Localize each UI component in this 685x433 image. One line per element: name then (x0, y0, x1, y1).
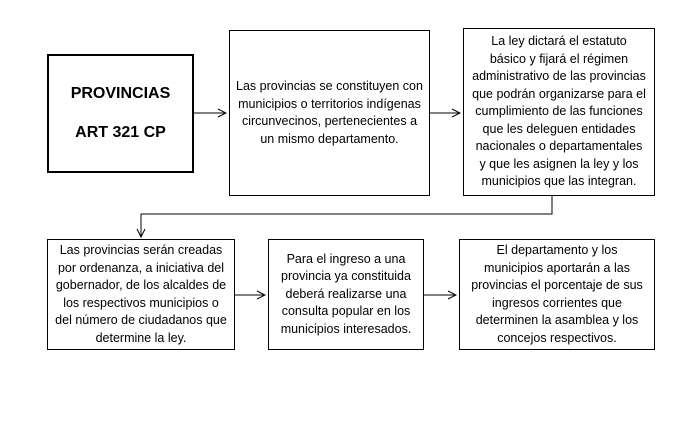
node-ingreso-text: Para el ingreso a una provincia ya constituida deberá realizarse una consulta popular en los municipios interesados. (280, 251, 412, 336)
node-estatuto-text: La ley dictará el estatuto básico y fijará el régimen administrativo de las provincias que podrán organizarse para el cumplimiento de las funciones que les deleguen entidades nacionales o departamentales y que les asignen la ley y los municipios que las integran. (472, 34, 646, 189)
node-provincias (47, 54, 194, 173)
node-ingresos-corrientes (459, 239, 655, 350)
node-constitucion (229, 30, 430, 196)
node-ingreso (268, 239, 424, 350)
node-provincias-subtitle: ART 321 CP (75, 124, 166, 142)
node-creacion (47, 239, 235, 350)
node-estatuto (463, 28, 655, 196)
arrow-estatuto-to-creacion (141, 196, 552, 237)
node-ingresos-corrientes-text: El departamento y los municipios aportarán a las provincias el porcentaje de sus ingresos corrientes que determinen la asamblea y los concejos respectivos. (471, 243, 643, 345)
node-creacion-text: Las provincias serán creadas por ordenanza, a iniciativa del gobernador, de los alcaldes de los respectivos municipios o del número de ciudadanos que determine la ley. (55, 243, 227, 345)
node-constitucion-text: Las provincias se constituyen con municipios o territorios indígenas circunvecinos, pertenecientes a un mismo departamento. (236, 79, 423, 146)
node-provincias-title: PROVINCIAS (70, 84, 171, 102)
